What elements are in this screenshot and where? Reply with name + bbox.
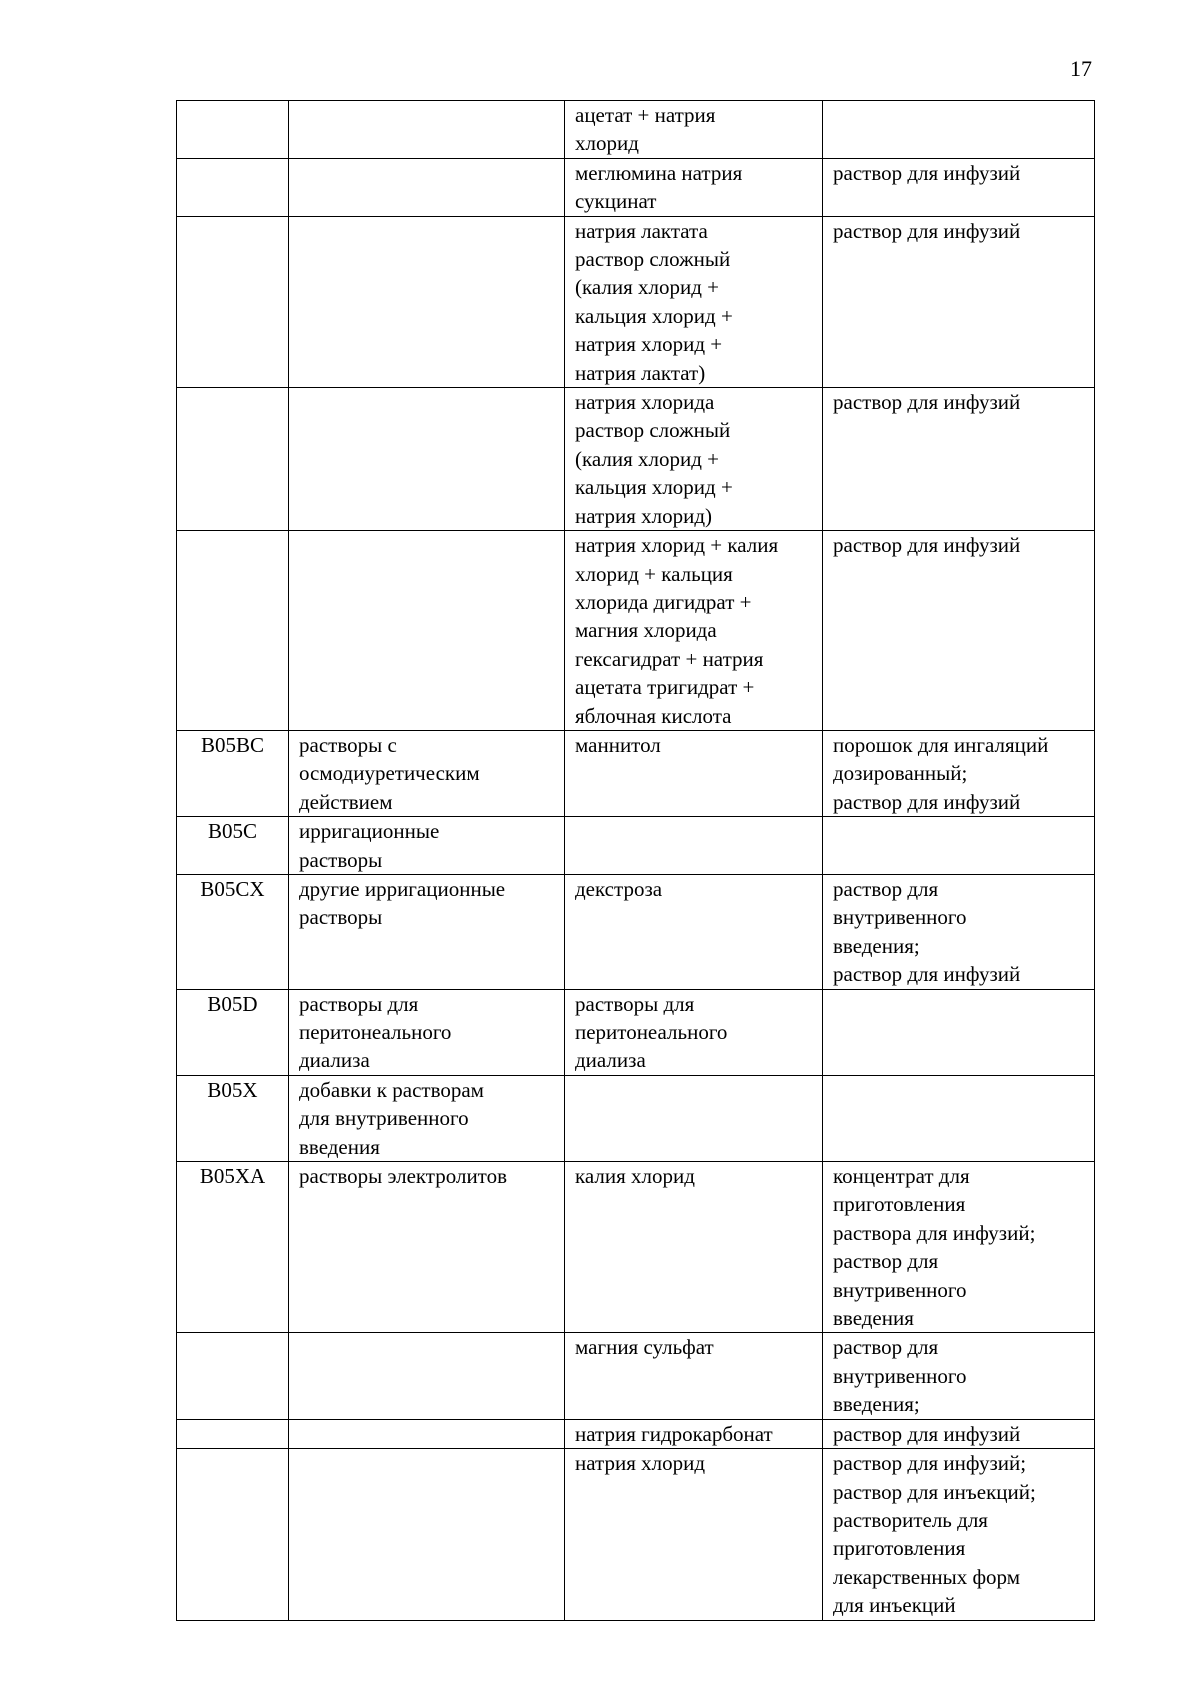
atc-code-cell: B05X <box>177 1075 289 1161</box>
drug-name-cell: растворы для перитонеального диализа <box>565 989 823 1075</box>
drug-name-cell: натрия хлорида раствор сложный (калия хлорид + кальция хлорид + натрия хлорид) <box>565 388 823 531</box>
dosage-form-cell: раствор для инфузий; раствор для инъекций; растворитель для приготовления лекарственных форм для инъекций <box>823 1449 1095 1620</box>
drug-name-cell: магния сульфат <box>565 1333 823 1419</box>
group-name-cell: добавки к растворам для внутривенного введения <box>289 1075 565 1161</box>
table-row <box>177 817 1095 875</box>
drug-name-cell: меглюмина натрия сукцинат <box>565 158 823 216</box>
group-name-cell <box>289 1333 565 1419</box>
table-row <box>177 1333 1095 1419</box>
drug-name-cell: натрия лактата раствор сложный (калия хлорид + кальция хлорид + натрия хлорид + натрия лактат) <box>565 216 823 387</box>
table-row <box>177 874 1095 989</box>
table-row <box>177 1162 1095 1333</box>
atc-code-cell <box>177 101 289 159</box>
table-row <box>177 989 1095 1075</box>
dosage-form-cell <box>823 817 1095 875</box>
table-row <box>177 158 1095 216</box>
atc-code-cell: B05BC <box>177 730 289 816</box>
table-row <box>177 531 1095 731</box>
drug-name-cell: натрия хлорид + калия хлорид + кальция хлорида дигидрат + магния хлорида гексагидрат + натрия ацетата тригидрат + яблочная кислота <box>565 531 823 731</box>
drug-name-cell: натрия гидрокарбонат <box>565 1419 823 1448</box>
drug-table <box>176 100 1095 1621</box>
table-row <box>177 101 1095 159</box>
table-row <box>177 1449 1095 1620</box>
atc-code-cell: B05C <box>177 817 289 875</box>
dosage-form-cell: раствор для инфузий <box>823 531 1095 731</box>
group-name-cell: растворы для перитонеального диализа <box>289 989 565 1075</box>
atc-code-cell <box>177 388 289 531</box>
group-name-cell <box>289 216 565 387</box>
dosage-form-cell: концентрат для приготовления раствора для инфузий; раствор для внутривенного введения <box>823 1162 1095 1333</box>
atc-code-cell: B05CX <box>177 874 289 989</box>
group-name-cell <box>289 1419 565 1448</box>
atc-code-cell: B05D <box>177 989 289 1075</box>
atc-code-cell <box>177 531 289 731</box>
atc-code-cell <box>177 1449 289 1620</box>
atc-code-cell <box>177 216 289 387</box>
dosage-form-cell <box>823 989 1095 1075</box>
group-name-cell <box>289 388 565 531</box>
atc-code-cell <box>177 1333 289 1419</box>
dosage-form-cell: раствор для инфузий <box>823 216 1095 387</box>
drug-name-cell: натрия хлорид <box>565 1449 823 1620</box>
group-name-cell: ирригационные растворы <box>289 817 565 875</box>
dosage-form-cell: раствор для инфузий <box>823 158 1095 216</box>
atc-code-cell: B05XA <box>177 1162 289 1333</box>
group-name-cell <box>289 101 565 159</box>
table-row <box>177 388 1095 531</box>
page-number: 17 <box>1070 56 1092 81</box>
group-name-cell: другие ирригационные растворы <box>289 874 565 989</box>
group-name-cell <box>289 531 565 731</box>
dosage-form-cell <box>823 1075 1095 1161</box>
dosage-form-cell: раствор для внутривенного введения; раствор для инфузий <box>823 874 1095 989</box>
group-name-cell: растворы электролитов <box>289 1162 565 1333</box>
dosage-form-cell: раствор для инфузий <box>823 388 1095 531</box>
dosage-form-cell: порошок для ингаляций дозированный; раствор для инфузий <box>823 730 1095 816</box>
dosage-form-cell <box>823 101 1095 159</box>
dosage-form-cell: раствор для инфузий <box>823 1419 1095 1448</box>
dosage-form-cell: раствор для внутривенного введения; <box>823 1333 1095 1419</box>
drug-name-cell <box>565 1075 823 1161</box>
drug-name-cell: декстроза <box>565 874 823 989</box>
drug-name-cell: ацетат + натрия хлорид <box>565 101 823 159</box>
drug-name-cell: маннитол <box>565 730 823 816</box>
atc-code-cell <box>177 158 289 216</box>
table-row <box>177 216 1095 387</box>
table-row <box>177 730 1095 816</box>
group-name-cell <box>289 158 565 216</box>
group-name-cell <box>289 1449 565 1620</box>
group-name-cell: растворы с осмодиуретическим действием <box>289 730 565 816</box>
table-row <box>177 1419 1095 1448</box>
atc-code-cell <box>177 1419 289 1448</box>
table-row <box>177 1075 1095 1161</box>
drug-name-cell: калия хлорид <box>565 1162 823 1333</box>
drug-name-cell <box>565 817 823 875</box>
